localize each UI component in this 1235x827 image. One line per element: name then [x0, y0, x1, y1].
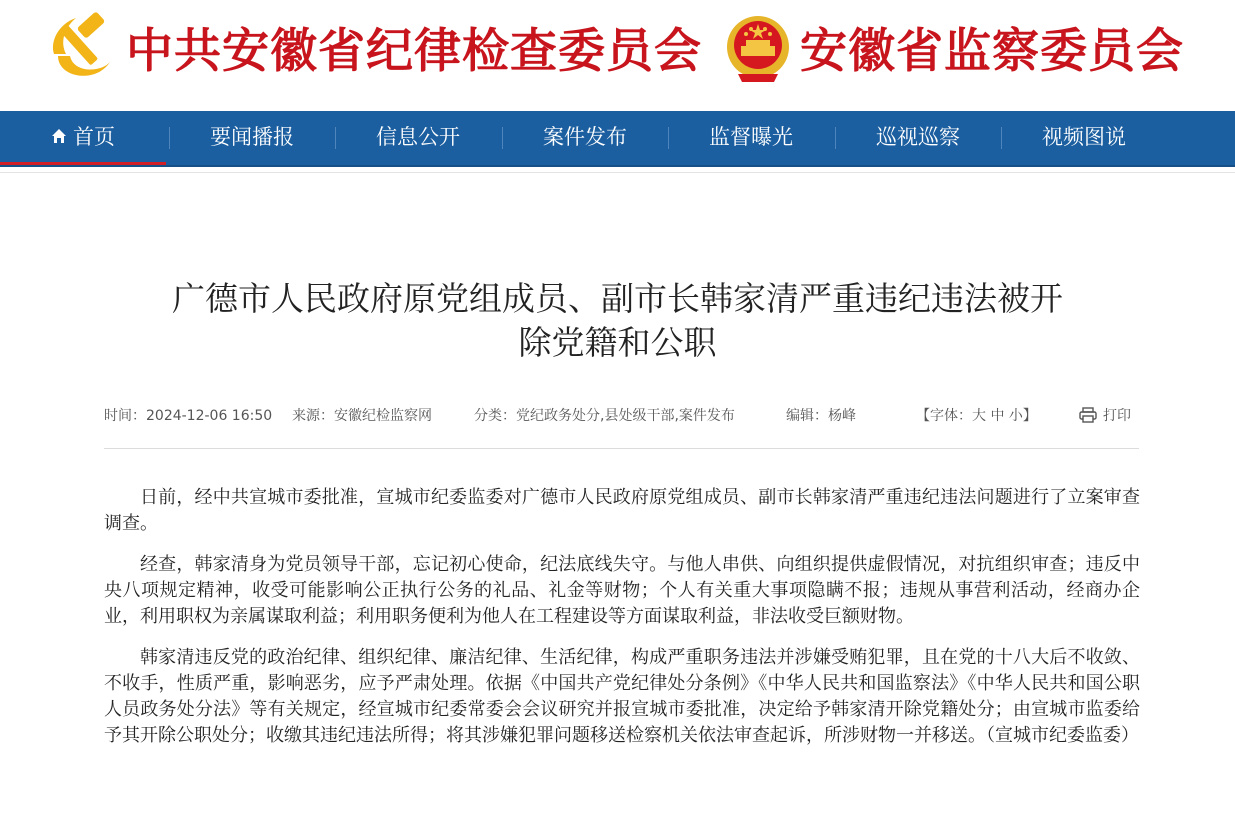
publish-time: 时间：2024-12-06 16:50	[104, 408, 273, 424]
article-editor: 编辑：杨峰	[786, 408, 856, 424]
nav-item-home[interactable]	[0, 111, 166, 165]
article-meta	[104, 405, 1139, 427]
font-medium-button[interactable]: 中	[990, 408, 1005, 424]
supervision-commission-title: 安徽省监察委员会	[800, 24, 1184, 79]
article-title-line2: 除党籍和公职	[518, 323, 717, 363]
print-button[interactable]	[1079, 405, 1131, 425]
article-title	[90, 277, 1145, 365]
article-source: 来源：安徽纪检监察网	[292, 408, 432, 424]
article-body	[104, 485, 1140, 764]
font-large-button[interactable]: 大	[972, 408, 986, 424]
nav-item-supervision-exposure[interactable]: 监督曝光	[709, 125, 793, 149]
home-icon	[51, 128, 67, 144]
nav-item-video[interactable]: 视频图说	[1042, 125, 1126, 149]
font-size-label-open: 【字体：	[916, 408, 972, 424]
print-label: 打印	[1103, 408, 1131, 424]
printer-icon	[1079, 407, 1097, 423]
font-small-button[interactable]: 小	[1008, 408, 1023, 424]
party-commission-title: 中共安徽省纪律检查委员会	[126, 24, 702, 79]
nav-item-inspection[interactable]: 巡视巡察	[876, 125, 960, 149]
site-header	[0, 0, 1235, 111]
nav-label: 首页	[73, 125, 115, 149]
article-category: 分类：党纪政务处分,县处级干部,案件发布	[474, 408, 735, 424]
meta-divider	[104, 448, 1139, 449]
nav-item-case-release[interactable]: 案件发布	[543, 125, 627, 149]
article-paragraph: 日前，经中共宣城市委批准，宣城市纪委监委对广德市人民政府原党组成员、副市长韩家清严重违纪违法问题进行了立案审查调查。	[104, 487, 1140, 534]
nav-item-info-disclosure[interactable]: 信息公开	[376, 125, 460, 149]
font-size-control	[916, 405, 1037, 425]
national-emblem-icon	[724, 14, 792, 84]
main-nav	[0, 111, 1235, 167]
article-paragraph: 韩家清违反党的政治纪律、组织纪律、廉洁纪律、生活纪律，构成严重职务违法并涉嫌受贿犯罪，且在党的十八大后不收敛、不收手，性质严重，影响恶劣，应予严肃处理。依据《中国共产党纪律处分条例》《中华人民共和国监察法》《中华人民共和国公职人员政务处分法》等有关规定，经宣城市纪委常委会会议研究并报宣城市委批准，决定给予韩家清开除党籍处分；由宣城市监委给予其开除公职处分；收缴其违纪违法所得；将其涉嫌犯罪问题移送检察机关依法审查起诉，所涉财物一并移送。（宣城市纪委监委）	[104, 647, 1140, 746]
article-title-line1: 广德市人民政府原党组成员、副市长韩家清严重违纪违法被开	[172, 279, 1063, 319]
nav-item-news[interactable]: 要闻播报	[210, 125, 294, 149]
font-size-label-close: 】	[1022, 408, 1037, 424]
party-emblem-icon	[44, 12, 118, 86]
article-paragraph: 经查，韩家清身为党员领导干部，忘记初心使命，纪法底线失守。与他人串供、向组织提供虚假情况，对抗组织审查；违反中央八项规定精神，收受可能影响公正执行公务的礼品、礼金等财物；个人有关重大事项隐瞒不报；违规从事营利活动，经商办企业，利用职权为亲属谋取利益；利用职务便利为他人在工程建设等方面谋取利益，非法收受巨额财物。	[104, 554, 1140, 627]
